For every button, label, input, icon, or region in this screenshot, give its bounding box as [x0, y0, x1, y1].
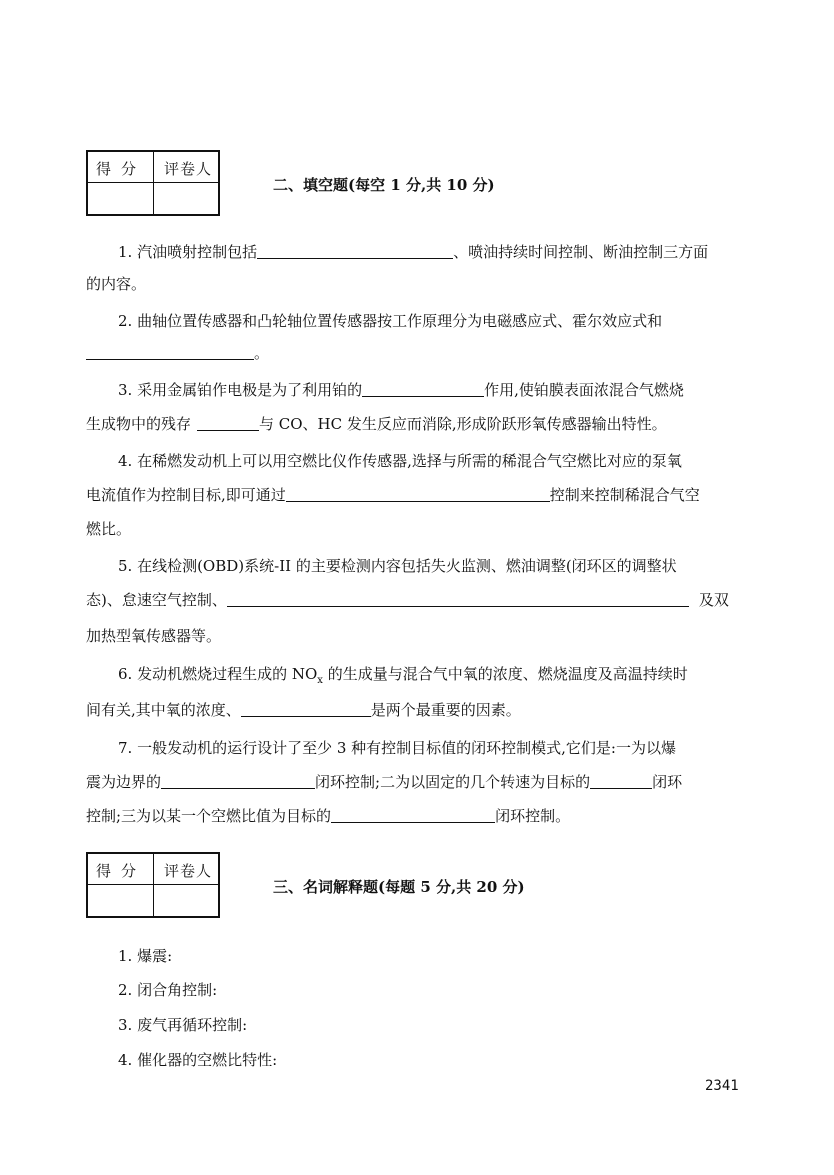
q7-text-b: 震为边界的	[86, 773, 162, 791]
question-2-line1: 2. 曲轴位置传感器和凸轮轴位置传感器按工作原理分为电磁感应式、霍尔效应式和	[118, 312, 663, 330]
q7-text-f: 闭环控制。	[495, 807, 571, 825]
question-5-line3: 加热型氧传感器等。	[86, 627, 222, 645]
term-item-2: 2. 闭合角控制:	[118, 981, 218, 999]
q6-text-d: 是两个最重要的因素。	[370, 701, 521, 719]
question-4-line1: 4. 在稀燃发动机上可以用空燃比仪作传感器,选择与所需的稀混合气空燃比对应的泵氧	[118, 452, 682, 470]
q3-text-b: 作用,使铂膜表面浓混合气燃烧	[484, 381, 684, 399]
score-box-section3	[86, 852, 220, 918]
q6-subscript: x	[317, 675, 323, 686]
question-7-line2	[86, 772, 756, 792]
question-3-line2	[86, 414, 756, 434]
table-divider	[153, 854, 154, 916]
question-7-line1: 7. 一般发动机的运行设计了至少 3 种有控制目标值的闭环控制模式,它们是:一为以爆	[118, 739, 676, 757]
grader-label: 评卷人	[163, 862, 212, 880]
q3-text-c: 生成物中的残存	[86, 415, 192, 433]
question-6-line1	[118, 664, 756, 691]
question-5-line2	[86, 590, 756, 610]
question-2-line2	[86, 343, 756, 363]
score-label: 得分	[96, 862, 147, 880]
q7-text-d: 闭环	[652, 773, 683, 791]
q2-text-b: 。	[254, 344, 270, 362]
q1-blank[interactable]	[257, 244, 453, 259]
q3-text-a: 3. 采用金属铂作电极是为了利用铂的	[118, 381, 363, 399]
section3-title: 三、名词解释题(每题 5 分,共 20 分)	[273, 878, 525, 896]
q3-blank-1[interactable]	[362, 382, 484, 397]
question-4-line2	[86, 485, 756, 505]
q4-blank[interactable]	[286, 487, 550, 502]
question-1-line1	[118, 242, 756, 262]
page-number: 2341	[705, 1078, 739, 1094]
q7-text-c: 闭环控制;二为以固定的几个转速为目标的	[315, 773, 591, 791]
q5-text-c: 及双	[698, 591, 729, 609]
question-6-line2	[86, 700, 756, 720]
question-3-line1	[118, 380, 756, 400]
question-4-line3: 燃比。	[86, 520, 132, 538]
question-5-line1: 5. 在线检测(OBD)系统-II 的主要检测内容包括失火监测、燃油调整(闭环区的调整状	[118, 557, 677, 575]
grader-label: 评卷人	[163, 160, 212, 178]
q7-blank-2[interactable]	[590, 774, 652, 789]
q1-text-a: 1. 汽油喷射控制包括	[118, 243, 258, 261]
section2-title: 二、填空题(每空 1 分,共 10 分)	[273, 176, 495, 194]
q3-blank-2[interactable]	[197, 416, 259, 431]
q2-blank[interactable]	[86, 345, 254, 360]
q3-text-d: 与 CO、HC 发生反应而消除,形成阶跃形氧传感器输出特性。	[259, 415, 667, 433]
table-divider	[88, 182, 218, 183]
q4-text-b: 电流值作为控制目标,即可通过	[86, 486, 286, 504]
table-divider	[88, 884, 218, 885]
score-box-section2	[86, 150, 220, 216]
table-divider	[153, 152, 154, 214]
q6-text-c: 间有关,其中氧的浓度、	[86, 701, 241, 719]
question-7-line3	[86, 806, 756, 826]
q7-text-e: 控制;三为以某一个空燃比值为目标的	[86, 807, 332, 825]
question-1-line2: 的内容。	[86, 275, 147, 293]
q6-text-b: 的生成量与混合气中氧的浓度、燃烧温度及高温持续时	[322, 665, 688, 683]
q5-blank[interactable]	[227, 592, 689, 607]
q7-blank-1[interactable]	[161, 774, 315, 789]
q6-text-a: 6. 发动机燃烧过程生成的 NO	[118, 665, 318, 683]
q4-text-c: 控制来控制稀混合气空	[549, 486, 700, 504]
q1-text-b: 、喷油持续时间控制、断油控制三方面	[453, 243, 709, 261]
q7-blank-3[interactable]	[331, 808, 495, 823]
term-item-3: 3. 废气再循环控制:	[118, 1016, 248, 1034]
term-item-4: 4. 催化器的空燃比特性:	[118, 1051, 278, 1069]
q6-blank[interactable]	[241, 702, 371, 717]
q5-text-b: 态)、怠速空气控制、	[86, 591, 227, 609]
term-item-1: 1. 爆震:	[118, 947, 173, 965]
score-label: 得分	[96, 160, 147, 178]
